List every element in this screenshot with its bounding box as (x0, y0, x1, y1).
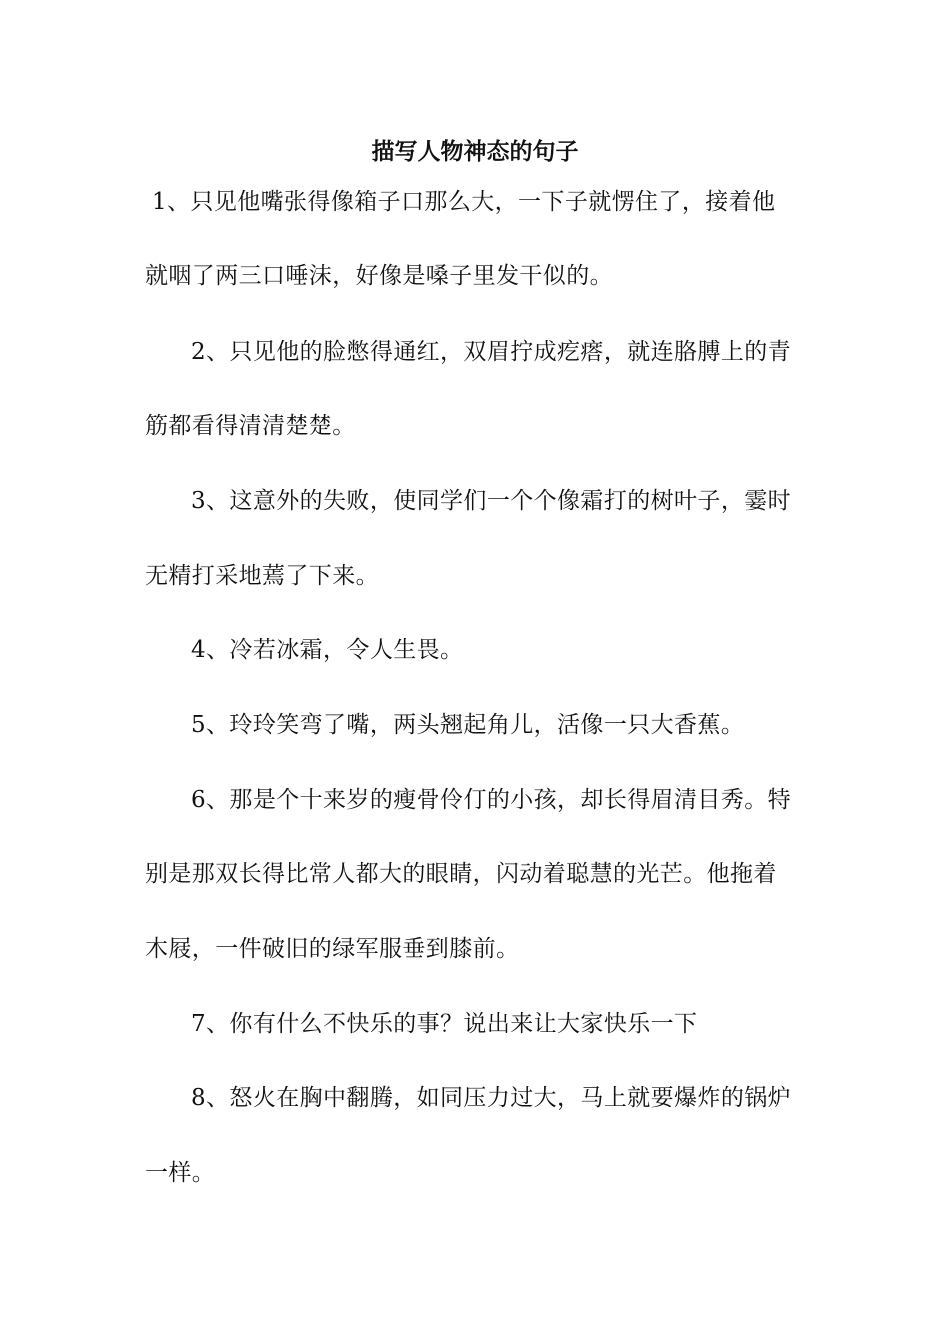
paragraph-line: 2、只见他的脸憋得通红，双眉拧成疙瘩，就连胳膊上的青 (191, 339, 792, 365)
paragraph-line: 5、玲玲笑弯了嘴，两头翘起角儿，活像一只大香蕉。 (191, 712, 745, 738)
paragraph-line: 木屐，一件破旧的绿军服垂到膝前。 (145, 936, 520, 962)
paragraph-line: 1、只见他嘴张得像箱子口那么大，一下子就愣住了，接着他 (152, 189, 776, 215)
document-title: 描写人物神态的句子 (371, 138, 579, 165)
paragraph-line: 7、你有什么不快乐的事？说出来让大家快乐一下 (191, 1011, 698, 1037)
paragraph-line: 3、这意外的失败，使同学们一个个像霜打的树叶子，霎时 (191, 488, 792, 514)
paragraph-line: 6、那是个十来岁的瘦骨伶仃的小孩，却长得眉清目秀。特 (191, 787, 792, 813)
paragraph-line: 一样。 (145, 1160, 216, 1186)
paragraph-line: 就咽了两三口唾沫，好像是嗓子里发干似的。 (145, 263, 613, 289)
paragraph-line: 筋都看得清清楚楚。 (145, 413, 356, 439)
paragraph-line: 8、怒火在胸中翻腾，如同压力过大，马上就要爆炸的锅炉 (191, 1085, 792, 1111)
paragraph-line: 4、冷若冰霜，令人生畏。 (191, 637, 464, 663)
paragraph-line: 别是那双长得比常人都大的眼睛，闪动着聪慧的光芒。他拖着 (145, 861, 777, 887)
paragraph-line: 无精打采地蔫了下来。 (145, 563, 379, 589)
